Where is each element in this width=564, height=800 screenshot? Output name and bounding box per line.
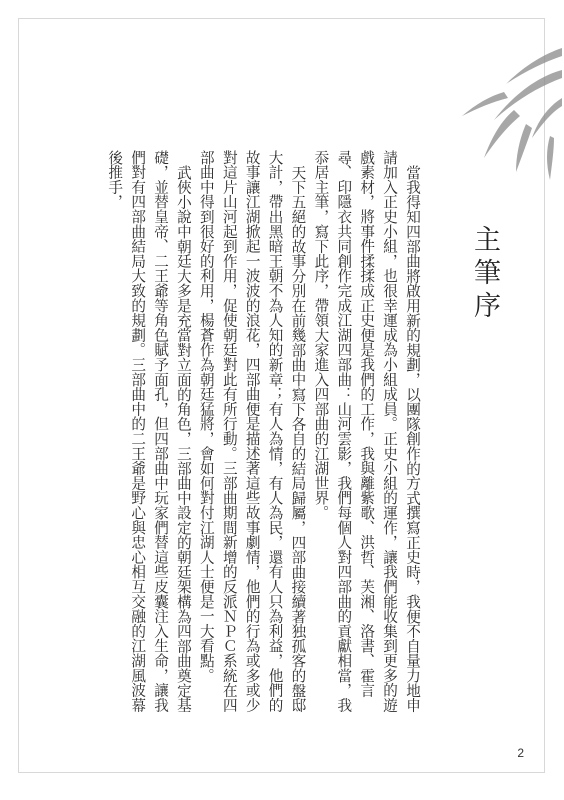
page-title: 主筆序	[469, 225, 500, 324]
paragraph-1: 當我得知四部曲將啟用新的規劃，以團隊創作的方式撰寫正史時，我便不自量力地申請加入正史小組，也很幸運成為小組成員。正史小組的運作，讓我們能收集到更多的遊戲素材，將事件揉揉成正史便是我們的工作，我與離紫歌、洪哲、芙湘、洛書、霍言尋、印隱衣共同創作完成江湖四部曲：山河雲影，我們每個人對四部曲的貢獻相當，我忝居主筆，寫下此序，帶領大家進入四部曲的江湖世界。	[312, 150, 421, 713]
bamboo-leaves-illustration	[454, 40, 564, 190]
preface-body	[78, 150, 423, 725]
paragraph-3: 武俠小說中朝廷大多是充當對立面的角色，三部曲中設定的朝廷架構為四部曲奠定基礎，並替皇帝、二王爺等角色賦予面孔，但四部曲中玩家們替這些皮囊注入生命，讓我們對有四部曲結局大致的規劃。三部曲中的二王爺是野心與忠心相互交融的江湖風波幕後推手，	[106, 150, 192, 713]
page-number: 2	[517, 746, 524, 760]
paragraph-2: 天下五絕的故事分別在前幾部曲中寫下各自的結局歸屬，四部曲接續著独孤客的盤邸大計，帶出黑暗王朝不為人知的新章；有人為情，有人為民，還有人只為利益，他們的故事讓江湖掀起一波波的浪花，四部曲便是描述著這些故事劇情，他們的行為或多或少對這片山河起到作用，促使朝廷對此有所行動。三部曲期間新增的反派ＮＰＣ系統在四部曲中得到很好的利用，楊蒼作為朝廷猛將，會如何對付江湖人士便是一大看點。	[197, 150, 307, 713]
